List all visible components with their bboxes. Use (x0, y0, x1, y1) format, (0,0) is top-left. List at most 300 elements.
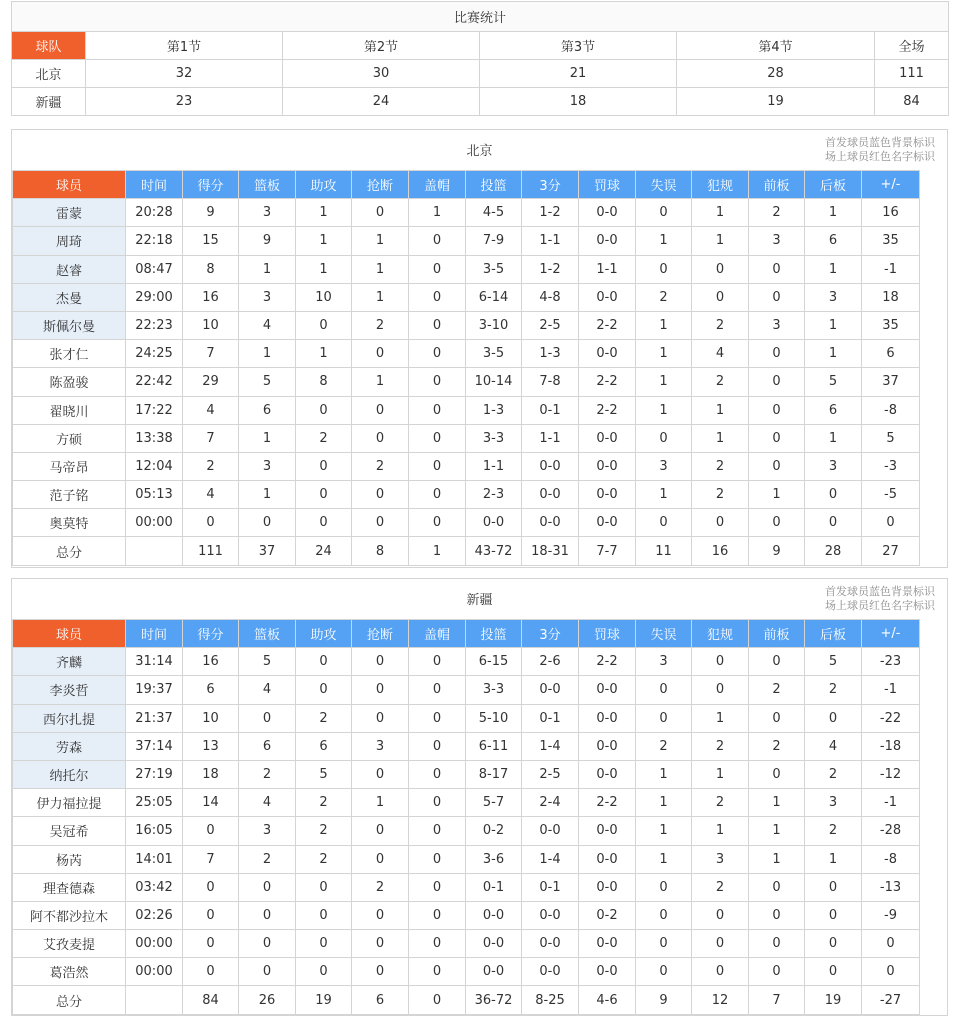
stat-points: 4 (183, 481, 239, 509)
stat-points: 7 (183, 424, 239, 452)
stats-header-row (13, 620, 920, 648)
stat-assists: 0 (296, 452, 352, 480)
stat-assists: 0 (296, 930, 352, 958)
stat-assists: 0 (296, 901, 352, 929)
stat-three-pt: 0-0 (522, 901, 579, 929)
player-row (13, 311, 920, 339)
stat-three-pt: 0-0 (522, 930, 579, 958)
stat-points: 0 (183, 509, 239, 537)
stat-points: 10 (183, 704, 239, 732)
stat-turnovers: 0 (636, 199, 692, 227)
player-name: 伊力福拉提 (13, 789, 126, 817)
stat-turnovers: 2 (636, 732, 692, 760)
player-name: 理查德森 (13, 873, 126, 901)
stat-fouls: 0 (692, 648, 749, 676)
stat-fouls: 2 (692, 368, 749, 396)
stat-plus-minus: -28 (862, 817, 920, 845)
stat-turnovers: 3 (636, 648, 692, 676)
column-header-blocks: 盖帽 (409, 171, 466, 199)
stat-ft: 2-2 (579, 396, 636, 424)
totals-label: 总分 (13, 986, 126, 1014)
stat-time: 13:38 (126, 424, 183, 452)
stat-three-pt: 2-5 (522, 760, 579, 788)
stat-points: 14 (183, 789, 239, 817)
stat-turnovers: 0 (636, 873, 692, 901)
column-header-steals: 抢断 (352, 620, 409, 648)
stat-off-reb: 0 (749, 452, 805, 480)
total-three-pt: 8-25 (522, 986, 579, 1014)
stat-rebounds: 5 (239, 648, 296, 676)
column-header-time: 时间 (126, 620, 183, 648)
stat-points: 4 (183, 396, 239, 424)
stat-def-reb: 1 (805, 424, 862, 452)
stat-rebounds: 0 (239, 901, 296, 929)
stat-assists: 0 (296, 509, 352, 537)
total-fg: 43-72 (466, 537, 522, 565)
stat-time: 19:37 (126, 676, 183, 704)
stat-fg: 1-1 (466, 452, 522, 480)
player-stats-table (12, 619, 920, 1015)
stat-plus-minus: 18 (862, 283, 920, 311)
stat-def-reb: 6 (805, 396, 862, 424)
player-name: 西尔扎提 (13, 704, 126, 732)
total-ft: 4-6 (579, 986, 636, 1014)
summary-score: 21 (480, 60, 677, 88)
stat-def-reb: 5 (805, 368, 862, 396)
column-header-off-reb: 前板 (749, 171, 805, 199)
stat-fouls: 0 (692, 676, 749, 704)
stat-rebounds: 6 (239, 732, 296, 760)
player-name: 李炎哲 (13, 676, 126, 704)
column-header-rebounds: 篮板 (239, 171, 296, 199)
stat-three-pt: 0-1 (522, 704, 579, 732)
stat-assists: 0 (296, 958, 352, 986)
stat-off-reb: 0 (749, 760, 805, 788)
stat-blocks: 0 (409, 817, 466, 845)
stat-plus-minus: -3 (862, 452, 920, 480)
stat-fg: 3-5 (466, 255, 522, 283)
stat-ft: 0-0 (579, 227, 636, 255)
stat-assists: 0 (296, 311, 352, 339)
stat-fg: 0-0 (466, 509, 522, 537)
stat-plus-minus: -18 (862, 732, 920, 760)
stat-points: 2 (183, 452, 239, 480)
summary-score: 28 (677, 60, 875, 88)
stat-three-pt: 1-4 (522, 732, 579, 760)
stat-def-reb: 0 (805, 958, 862, 986)
stat-ft: 0-0 (579, 760, 636, 788)
stat-turnovers: 0 (636, 424, 692, 452)
total-off-reb: 7 (749, 986, 805, 1014)
stat-off-reb: 0 (749, 901, 805, 929)
summary-header-q4: 第4节 (677, 32, 875, 60)
player-name: 斯佩尔曼 (13, 311, 126, 339)
player-row (13, 481, 920, 509)
player-row (13, 845, 920, 873)
column-header-assists: 助攻 (296, 171, 352, 199)
stat-blocks: 0 (409, 760, 466, 788)
column-header-ft: 罚球 (579, 620, 636, 648)
stat-ft: 0-0 (579, 481, 636, 509)
stat-points: 7 (183, 845, 239, 873)
stat-steals: 0 (352, 845, 409, 873)
stat-blocks: 0 (409, 958, 466, 986)
stat-assists: 1 (296, 340, 352, 368)
stat-plus-minus: 0 (862, 509, 920, 537)
stat-three-pt: 7-8 (522, 368, 579, 396)
stat-rebounds: 0 (239, 958, 296, 986)
column-header-steals: 抢断 (352, 171, 409, 199)
column-header-turnovers: 失误 (636, 171, 692, 199)
stat-three-pt: 4-8 (522, 283, 579, 311)
stat-three-pt: 0-1 (522, 873, 579, 901)
stat-def-reb: 5 (805, 648, 862, 676)
total-assists: 24 (296, 537, 352, 565)
stat-rebounds: 0 (239, 873, 296, 901)
stat-turnovers: 0 (636, 509, 692, 537)
player-row (13, 704, 920, 732)
stat-blocks: 0 (409, 901, 466, 929)
player-row (13, 648, 920, 676)
stat-rebounds: 9 (239, 227, 296, 255)
player-name: 范子铭 (13, 481, 126, 509)
column-header-assists: 助攻 (296, 620, 352, 648)
stat-turnovers: 1 (636, 481, 692, 509)
stat-blocks: 0 (409, 452, 466, 480)
stat-turnovers: 1 (636, 845, 692, 873)
stat-steals: 3 (352, 732, 409, 760)
stat-rebounds: 0 (239, 930, 296, 958)
legend-oncourt-note: 场上球员红色名字标识 (825, 150, 935, 163)
stat-plus-minus: 0 (862, 958, 920, 986)
stat-assists: 2 (296, 424, 352, 452)
stat-fouls: 2 (692, 311, 749, 339)
stat-assists: 0 (296, 873, 352, 901)
stat-plus-minus: -9 (862, 901, 920, 929)
player-row (13, 732, 920, 760)
stat-blocks: 0 (409, 789, 466, 817)
stat-ft: 2-2 (579, 648, 636, 676)
stat-off-reb: 1 (749, 481, 805, 509)
stat-fg: 10-14 (466, 368, 522, 396)
player-name: 翟晓川 (13, 396, 126, 424)
total-points: 84 (183, 986, 239, 1014)
stat-ft: 0-0 (579, 845, 636, 873)
stat-three-pt: 0-0 (522, 817, 579, 845)
stat-steals: 0 (352, 958, 409, 986)
legend-note (825, 585, 935, 613)
stat-assists: 0 (296, 481, 352, 509)
stat-blocks: 0 (409, 873, 466, 901)
stat-steals: 0 (352, 396, 409, 424)
total-assists: 19 (296, 986, 352, 1014)
stat-steals: 0 (352, 676, 409, 704)
total-fouls: 12 (692, 986, 749, 1014)
stat-fg: 5-10 (466, 704, 522, 732)
column-header-points: 得分 (183, 171, 239, 199)
stat-time: 12:04 (126, 452, 183, 480)
stat-fouls: 4 (692, 340, 749, 368)
player-row (13, 958, 920, 986)
stat-ft: 0-0 (579, 424, 636, 452)
stat-rebounds: 3 (239, 283, 296, 311)
stat-time: 22:42 (126, 368, 183, 396)
stat-plus-minus: -1 (862, 789, 920, 817)
stat-fouls: 0 (692, 509, 749, 537)
player-name: 阿不都沙拉木 (13, 901, 126, 929)
stat-blocks: 0 (409, 481, 466, 509)
stat-turnovers: 1 (636, 227, 692, 255)
total-time (126, 537, 183, 565)
stat-fouls: 1 (692, 227, 749, 255)
stat-three-pt: 1-1 (522, 227, 579, 255)
stat-rebounds: 5 (239, 368, 296, 396)
stat-def-reb: 4 (805, 732, 862, 760)
total-off-reb: 9 (749, 537, 805, 565)
player-name: 张才仁 (13, 340, 126, 368)
player-row (13, 452, 920, 480)
column-header-rebounds: 篮板 (239, 620, 296, 648)
stat-three-pt: 1-2 (522, 199, 579, 227)
stat-steals: 1 (352, 368, 409, 396)
player-row (13, 227, 920, 255)
total-points: 111 (183, 537, 239, 565)
summary-score-total: 84 (875, 88, 949, 116)
stat-ft: 0-0 (579, 452, 636, 480)
summary-row-beijing (12, 60, 949, 88)
stat-three-pt: 0-0 (522, 958, 579, 986)
stat-fg: 3-6 (466, 845, 522, 873)
stat-fouls: 1 (692, 760, 749, 788)
legend-starter-note: 首发球员蓝色背景标识 (825, 136, 935, 149)
player-row (13, 340, 920, 368)
stat-turnovers: 0 (636, 255, 692, 283)
column-header-fg: 投篮 (466, 171, 522, 199)
player-name: 赵睿 (13, 255, 126, 283)
stat-turnovers: 1 (636, 789, 692, 817)
stat-blocks: 0 (409, 845, 466, 873)
stat-def-reb: 0 (805, 901, 862, 929)
stat-ft: 2-2 (579, 789, 636, 817)
stat-fouls: 0 (692, 958, 749, 986)
stat-points: 6 (183, 676, 239, 704)
stat-ft: 0-0 (579, 704, 636, 732)
stat-def-reb: 3 (805, 283, 862, 311)
player-name: 艾孜麦提 (13, 930, 126, 958)
player-row (13, 396, 920, 424)
stat-steals: 0 (352, 760, 409, 788)
stat-assists: 0 (296, 396, 352, 424)
stat-fouls: 1 (692, 424, 749, 452)
stat-off-reb: 2 (749, 732, 805, 760)
totals-row (13, 537, 920, 565)
stat-steals: 0 (352, 648, 409, 676)
stat-three-pt: 1-2 (522, 255, 579, 283)
stat-assists: 2 (296, 845, 352, 873)
team-title: 新疆 (466, 593, 493, 608)
stat-assists: 8 (296, 368, 352, 396)
player-name: 葛浩然 (13, 958, 126, 986)
stat-fg: 6-11 (466, 732, 522, 760)
stat-ft: 0-0 (579, 873, 636, 901)
stat-turnovers: 1 (636, 368, 692, 396)
stat-points: 13 (183, 732, 239, 760)
player-name: 吴冠希 (13, 817, 126, 845)
totals-row (13, 986, 920, 1014)
stat-plus-minus: -5 (862, 481, 920, 509)
stat-off-reb: 0 (749, 283, 805, 311)
total-plus-minus: -27 (862, 986, 920, 1014)
stat-plus-minus: -1 (862, 255, 920, 283)
stat-def-reb: 2 (805, 817, 862, 845)
stat-turnovers: 1 (636, 396, 692, 424)
stat-time: 00:00 (126, 958, 183, 986)
stat-turnovers: 2 (636, 283, 692, 311)
total-fg: 36-72 (466, 986, 522, 1014)
stat-points: 0 (183, 901, 239, 929)
stat-fouls: 2 (692, 873, 749, 901)
stat-points: 0 (183, 958, 239, 986)
player-name: 杰曼 (13, 283, 126, 311)
player-row (13, 676, 920, 704)
stat-rebounds: 3 (239, 817, 296, 845)
stat-fg: 0-2 (466, 817, 522, 845)
stat-ft: 0-0 (579, 283, 636, 311)
player-row (13, 873, 920, 901)
stat-fg: 5-7 (466, 789, 522, 817)
stat-off-reb: 1 (749, 789, 805, 817)
stat-three-pt: 2-6 (522, 648, 579, 676)
stat-steals: 0 (352, 704, 409, 732)
total-rebounds: 26 (239, 986, 296, 1014)
total-fouls: 16 (692, 537, 749, 565)
stat-def-reb: 3 (805, 452, 862, 480)
stat-steals: 0 (352, 481, 409, 509)
stat-fg: 3-5 (466, 340, 522, 368)
stat-fouls: 3 (692, 845, 749, 873)
stat-rebounds: 0 (239, 704, 296, 732)
stat-assists: 6 (296, 732, 352, 760)
stat-turnovers: 1 (636, 340, 692, 368)
stat-fg: 8-17 (466, 760, 522, 788)
legend-note (825, 136, 935, 164)
player-row (13, 199, 920, 227)
stat-fouls: 0 (692, 255, 749, 283)
stat-blocks: 0 (409, 340, 466, 368)
stat-off-reb: 3 (749, 311, 805, 339)
player-row (13, 760, 920, 788)
stat-time: 25:05 (126, 789, 183, 817)
stat-ft: 0-0 (579, 930, 636, 958)
stat-time: 37:14 (126, 732, 183, 760)
stat-ft: 0-0 (579, 509, 636, 537)
stat-turnovers: 1 (636, 817, 692, 845)
stat-three-pt: 0-0 (522, 509, 579, 537)
stat-turnovers: 0 (636, 676, 692, 704)
stat-blocks: 0 (409, 930, 466, 958)
player-name: 纳托尔 (13, 760, 126, 788)
player-row (13, 817, 920, 845)
stat-fg: 3-3 (466, 424, 522, 452)
player-row (13, 283, 920, 311)
stat-points: 7 (183, 340, 239, 368)
column-header-three-pt: 3分 (522, 620, 579, 648)
stat-rebounds: 2 (239, 760, 296, 788)
stat-rebounds: 4 (239, 789, 296, 817)
stat-def-reb: 1 (805, 199, 862, 227)
total-ft: 7-7 (579, 537, 636, 565)
stat-blocks: 0 (409, 227, 466, 255)
stat-plus-minus: -13 (862, 873, 920, 901)
stat-off-reb: 0 (749, 340, 805, 368)
stat-def-reb: 0 (805, 509, 862, 537)
stat-three-pt: 2-4 (522, 789, 579, 817)
stat-off-reb: 1 (749, 845, 805, 873)
totals-label: 总分 (13, 537, 126, 565)
player-row (13, 901, 920, 929)
player-row (13, 789, 920, 817)
stat-off-reb: 0 (749, 958, 805, 986)
stat-fg: 6-14 (466, 283, 522, 311)
stat-ft: 0-2 (579, 901, 636, 929)
stat-points: 0 (183, 817, 239, 845)
player-name: 方硕 (13, 424, 126, 452)
total-turnovers: 11 (636, 537, 692, 565)
summary-header-q2: 第2节 (283, 32, 480, 60)
legend-oncourt-note: 场上球员红色名字标识 (825, 599, 935, 612)
stat-rebounds: 4 (239, 311, 296, 339)
stat-off-reb: 0 (749, 873, 805, 901)
stat-turnovers: 0 (636, 930, 692, 958)
stat-steals: 2 (352, 452, 409, 480)
stat-blocks: 0 (409, 283, 466, 311)
column-header-plus-minus: +/- (862, 620, 920, 648)
stat-three-pt: 0-0 (522, 676, 579, 704)
stat-assists: 0 (296, 648, 352, 676)
column-header-turnovers: 失误 (636, 620, 692, 648)
stat-ft: 1-1 (579, 255, 636, 283)
column-header-fouls: 犯规 (692, 171, 749, 199)
stat-ft: 0-0 (579, 340, 636, 368)
summary-team-name: 新疆 (12, 88, 86, 116)
column-header-time: 时间 (126, 171, 183, 199)
stat-blocks: 0 (409, 732, 466, 760)
summary-header-team: 球队 (12, 32, 86, 60)
stat-blocks: 0 (409, 676, 466, 704)
summary-header-q1: 第1节 (86, 32, 283, 60)
column-header-points: 得分 (183, 620, 239, 648)
player-row (13, 424, 920, 452)
stat-time: 22:23 (126, 311, 183, 339)
stat-blocks: 0 (409, 368, 466, 396)
stat-blocks: 0 (409, 704, 466, 732)
stat-steals: 0 (352, 424, 409, 452)
stat-off-reb: 2 (749, 676, 805, 704)
stat-def-reb: 1 (805, 340, 862, 368)
stat-ft: 0-0 (579, 676, 636, 704)
summary-score-total: 111 (875, 60, 949, 88)
stat-points: 9 (183, 199, 239, 227)
stat-time: 20:28 (126, 199, 183, 227)
summary-score: 32 (86, 60, 283, 88)
stat-blocks: 0 (409, 424, 466, 452)
column-header-fg: 投篮 (466, 620, 522, 648)
column-header-plus-minus: +/- (862, 171, 920, 199)
stat-def-reb: 1 (805, 255, 862, 283)
stats-header-row (13, 171, 920, 199)
stat-plus-minus: 16 (862, 199, 920, 227)
stat-ft: 0-0 (579, 199, 636, 227)
